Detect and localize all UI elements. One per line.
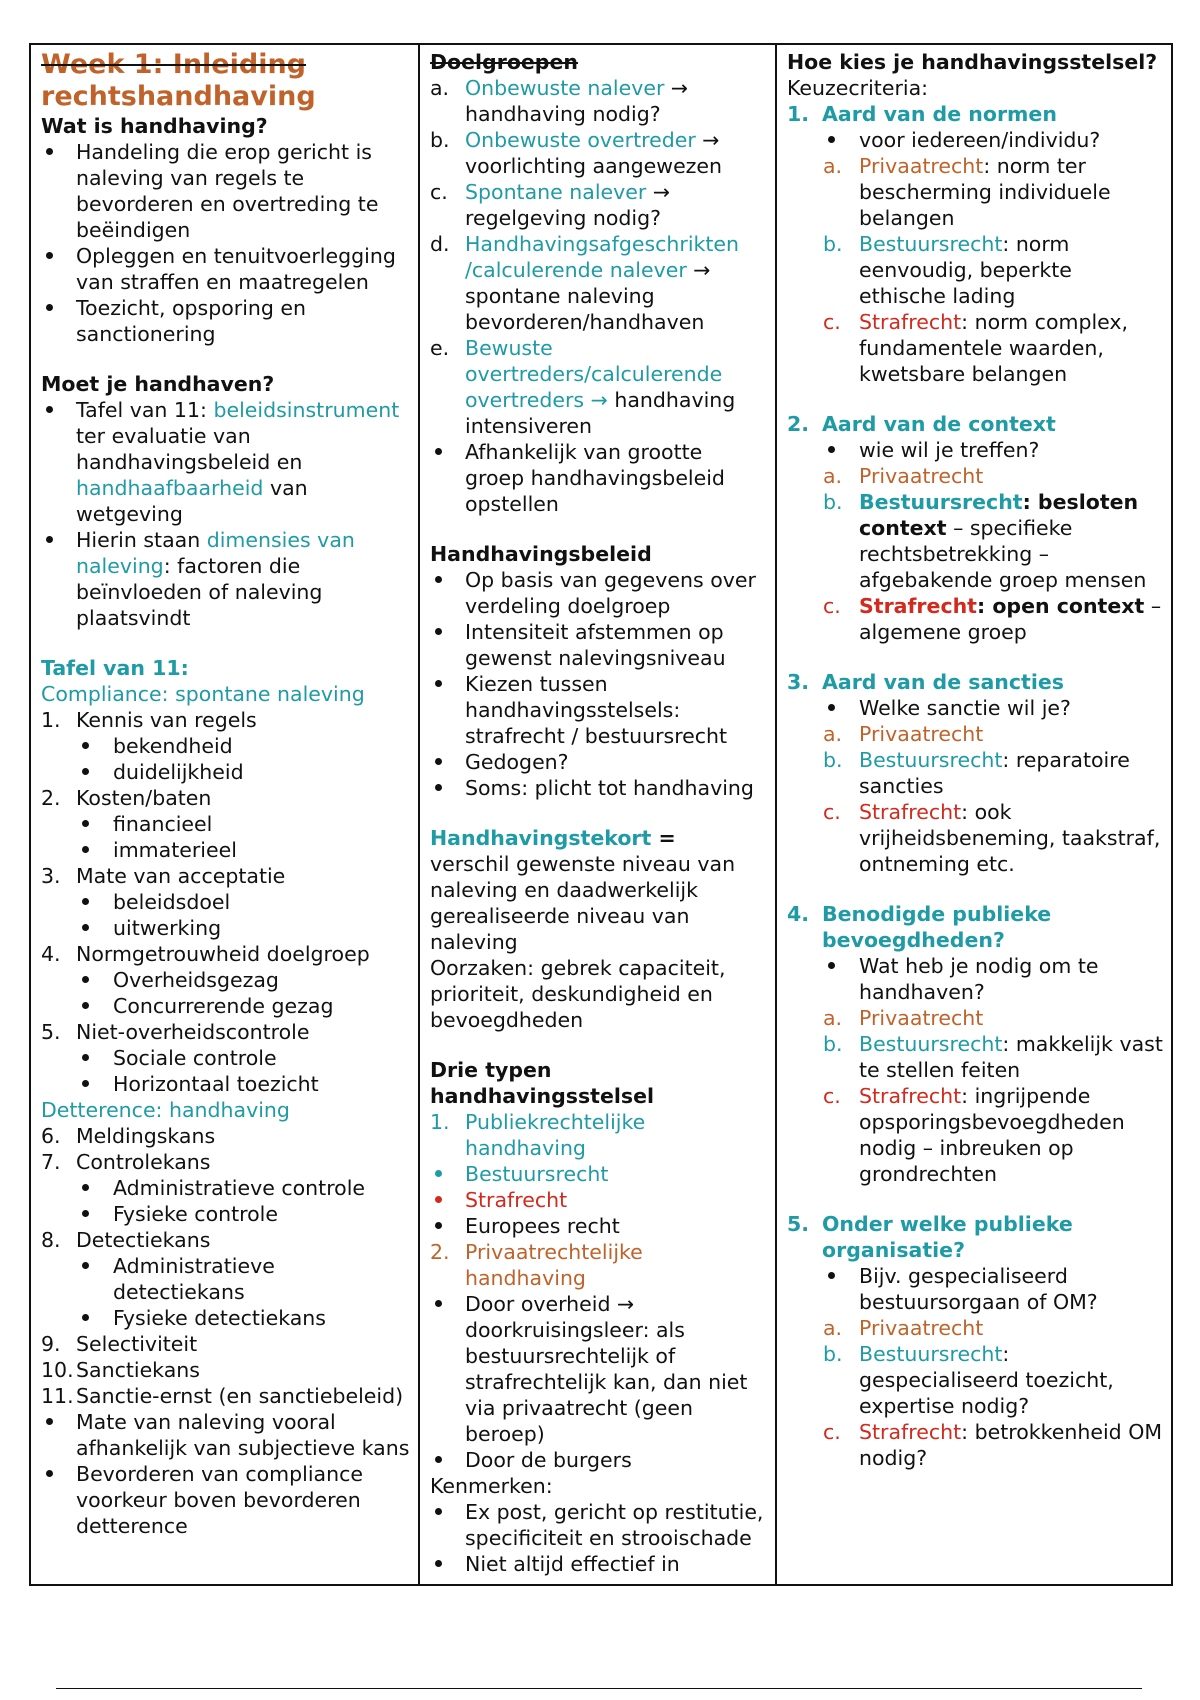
title-line-1: Week 1: Inleiding <box>41 49 307 80</box>
sub-item: Wat heb je nodig om te handhaven? <box>787 953 1163 1005</box>
list-item: Soms: plicht tot handhaving <box>430 775 767 801</box>
sub-item: c. Strafrecht: ingrijpende opsporingsbevoegdheden nodig – inbreuken op grondrechten <box>823 1084 1125 1186</box>
list-item: Toezicht, opsporing en sanctionering <box>41 295 410 347</box>
column-2 <box>420 45 777 1584</box>
summary-page <box>29 43 1173 1586</box>
list-item: Intensiteit afstemmen op gewenst nalevingsniveau <box>430 619 767 671</box>
list-item: 7. Controlekans <box>41 1150 211 1174</box>
sub-item: b. Bestuursrecht: makkelijk vast te stellen feiten <box>823 1032 1163 1082</box>
list-item: Handeling die erop gericht is naleving van regels te bevorderen en overtreding te beëindigen <box>41 139 410 243</box>
sub-item: Welke sanctie wil je? <box>787 695 1163 721</box>
list-item: Bestuursrecht <box>430 1161 767 1187</box>
heading-handhavingsbeleid: Handhavingsbeleid <box>430 542 652 566</box>
heading-hoe-kies-je: Hoe kies je handhavingsstelsel? <box>787 50 1158 74</box>
list-item: c. Spontane nalever → regelgeving nodig? <box>430 180 671 230</box>
sub-item: Administratieve controle <box>41 1175 410 1201</box>
list-item: Hierin staan dimensies van naleving: factoren die beïnvloeden of naleving plaatsvindt <box>41 527 410 631</box>
sub-item: Overheidsgezag <box>41 967 410 993</box>
criterion-2-heading: 2. Aard van de context <box>787 412 1056 436</box>
footer-divider <box>56 1688 1142 1689</box>
list-item: 8. Detectiekans <box>41 1228 211 1252</box>
sub-item: beleidsdoel <box>41 889 410 915</box>
heading-moet-je-handhaven: Moet je handhaven? <box>41 372 275 396</box>
heading-tafel-van-11: Tafel van 11: <box>41 656 189 680</box>
heading-wat-is-handhaving: Wat is handhaving? <box>41 114 268 138</box>
sub-item: b. Bestuursrecht: reparatoire sancties <box>823 748 1130 798</box>
keuzecriteria-label: Keuzecriteria: <box>787 76 929 100</box>
list-item: Door overheid → doorkruisingsleer: als bestuursrechtelijk of strafrechtelijk kan, dan niet via privaatrecht (geen beroep) <box>430 1291 767 1447</box>
heading-doelgroepen: Doelgroepen <box>430 50 578 74</box>
list-item: e. Bewuste overtreders/calculerende overtreders → handhaving intensiveren <box>430 336 736 438</box>
list-item: d. Handhavingsafgeschrikten /calculerende nalever → spontane naleving bevorderen/handhaven <box>430 232 740 334</box>
sub-item: voor iedereen/individu? <box>787 127 1163 153</box>
list-item: Strafrecht <box>430 1187 767 1213</box>
list-item: Bevorderen van compliance voorkeur boven bevorderen detterence <box>41 1461 410 1539</box>
compliance-label: Compliance: spontane naleving <box>41 682 365 706</box>
title-line-2: rechtshandhaving <box>41 81 316 112</box>
list-item: 3. Mate van acceptatie <box>41 864 286 888</box>
sub-item: Sociale controle <box>41 1045 410 1071</box>
list-item: 1. Publiekrechtelijke handhaving <box>430 1110 646 1160</box>
list-item: Kiezen tussen handhavingsstelsels: strafrecht / bestuursrecht <box>430 671 767 749</box>
heading-drie-typen: Drie typen handhavingsstelsel <box>430 1058 655 1108</box>
list-item: Opleggen en tenuitvoerlegging van straffen en maatregelen <box>41 243 410 295</box>
list-item: Op basis van gegevens over verdeling doelgroep <box>430 567 767 619</box>
sub-item: a. Privaatrecht <box>823 1006 984 1030</box>
sub-item: a. Privaatrecht <box>823 722 984 746</box>
sub-item: immaterieel <box>41 837 410 863</box>
list-item: 2. Privaatrechtelijke handhaving <box>430 1240 643 1290</box>
sub-item: bekendheid <box>41 733 410 759</box>
list-item: 9. Selectiviteit <box>41 1332 198 1356</box>
criterion-1-heading: 1. Aard van de normen <box>787 102 1057 126</box>
sub-item: Fysieke controle <box>41 1201 410 1227</box>
list-item: 2. Kosten/baten <box>41 786 212 810</box>
list-item: 11. Sanctie-ernst (en sanctiebeleid) <box>41 1384 404 1408</box>
list-item: a. Onbewuste nalever → handhaving nodig? <box>430 76 689 126</box>
sub-item: b. Bestuursrecht: besloten context – specifieke rechtsbetrekking – afgebakende groep mensen <box>823 490 1147 592</box>
sub-item: Administratieve detectiekans <box>41 1253 410 1305</box>
sub-item: financieel <box>41 811 410 837</box>
sub-item: b. Bestuursrecht: gespecialiseerd toezicht, expertise nodig? <box>823 1342 1114 1418</box>
list-item: Europees recht <box>430 1213 767 1239</box>
sub-item: wie wil je treffen? <box>787 437 1163 463</box>
list-item: 4. Normgetrouwheid doelgroep <box>41 942 370 966</box>
handhavingstekort-text: verschil gewenste niveau van naleving en daadwerkelijk gerealiseerde niveau van naleving <box>430 852 736 954</box>
sub-item: duidelijkheid <box>41 759 410 785</box>
list-item: 1. Kennis van regels <box>41 708 257 732</box>
sub-item: Concurrerende gezag <box>41 993 410 1019</box>
sub-item: c. Strafrecht: betrokkenheid OM nodig? <box>823 1420 1163 1470</box>
list-item: Afhankelijk van grootte groep handhavingsbeleid opstellen <box>430 439 767 517</box>
oorzaken-text: Oorzaken: gebrek capaciteit, prioriteit, deskundigheid en bevoegdheden <box>430 956 726 1032</box>
sub-item: Fysieke detectiekans <box>41 1305 410 1331</box>
list-item: Niet altijd effectief in <box>430 1551 767 1577</box>
criterion-3-heading: 3. Aard van de sancties <box>787 670 1064 694</box>
list-item: 6. Meldingskans <box>41 1124 216 1148</box>
sub-item: c. Strafrecht: ook vrijheidsbeneming, taakstraf, ontneming etc. <box>823 800 1161 876</box>
criterion-4-heading: 4. Benodigde publieke bevoegdheden? <box>787 902 1052 952</box>
column-3 <box>777 45 1171 1584</box>
list-item: 10. Sanctiekans <box>41 1358 200 1382</box>
sub-item: a. Privaatrecht <box>823 464 984 488</box>
page-title <box>41 49 410 113</box>
sub-item: c. Strafrecht: open context – algemene groep <box>823 594 1162 644</box>
sub-item: a. Privaatrecht: norm ter bescherming individuele belangen <box>823 154 1111 230</box>
detterence-label: Detterence: handhaving <box>41 1098 290 1122</box>
kenmerken-label: Kenmerken: <box>430 1474 553 1498</box>
list-item: Door de burgers <box>430 1447 767 1473</box>
list-item: 5. Niet-overheidscontrole <box>41 1020 310 1044</box>
sub-item: a. Privaatrecht <box>823 1316 984 1340</box>
list-item: Ex post, gericht op restitutie, specificiteit en strooischade <box>430 1499 767 1551</box>
sub-item: c. Strafrecht: norm complex, fundamentele waarden, kwetsbare belangen <box>823 310 1129 386</box>
sub-item: uitwerking <box>41 915 410 941</box>
column-1 <box>31 45 420 1584</box>
list-item: Tafel van 11: beleidsinstrument ter evaluatie van handhavingsbeleid en handhaafbaarheid van wetgeving <box>41 397 410 527</box>
handhavingstekort-definition: Handhavingstekort = <box>430 826 676 850</box>
list-item: Mate van naleving vooral afhankelijk van subjectieve kans <box>41 1409 410 1461</box>
sub-item: Bijv. gespecialiseerd bestuursorgaan of OM? <box>787 1263 1163 1315</box>
list-item: Gedogen? <box>430 749 767 775</box>
sub-item: Horizontaal toezicht <box>41 1071 410 1097</box>
criterion-5-heading: 5. Onder welke publieke organisatie? <box>787 1212 1073 1262</box>
list-item: b. Onbewuste overtreder → voorlichting aangewezen <box>430 128 723 178</box>
sub-item: b. Bestuursrecht: norm eenvoudig, beperkte ethische lading <box>823 232 1072 308</box>
